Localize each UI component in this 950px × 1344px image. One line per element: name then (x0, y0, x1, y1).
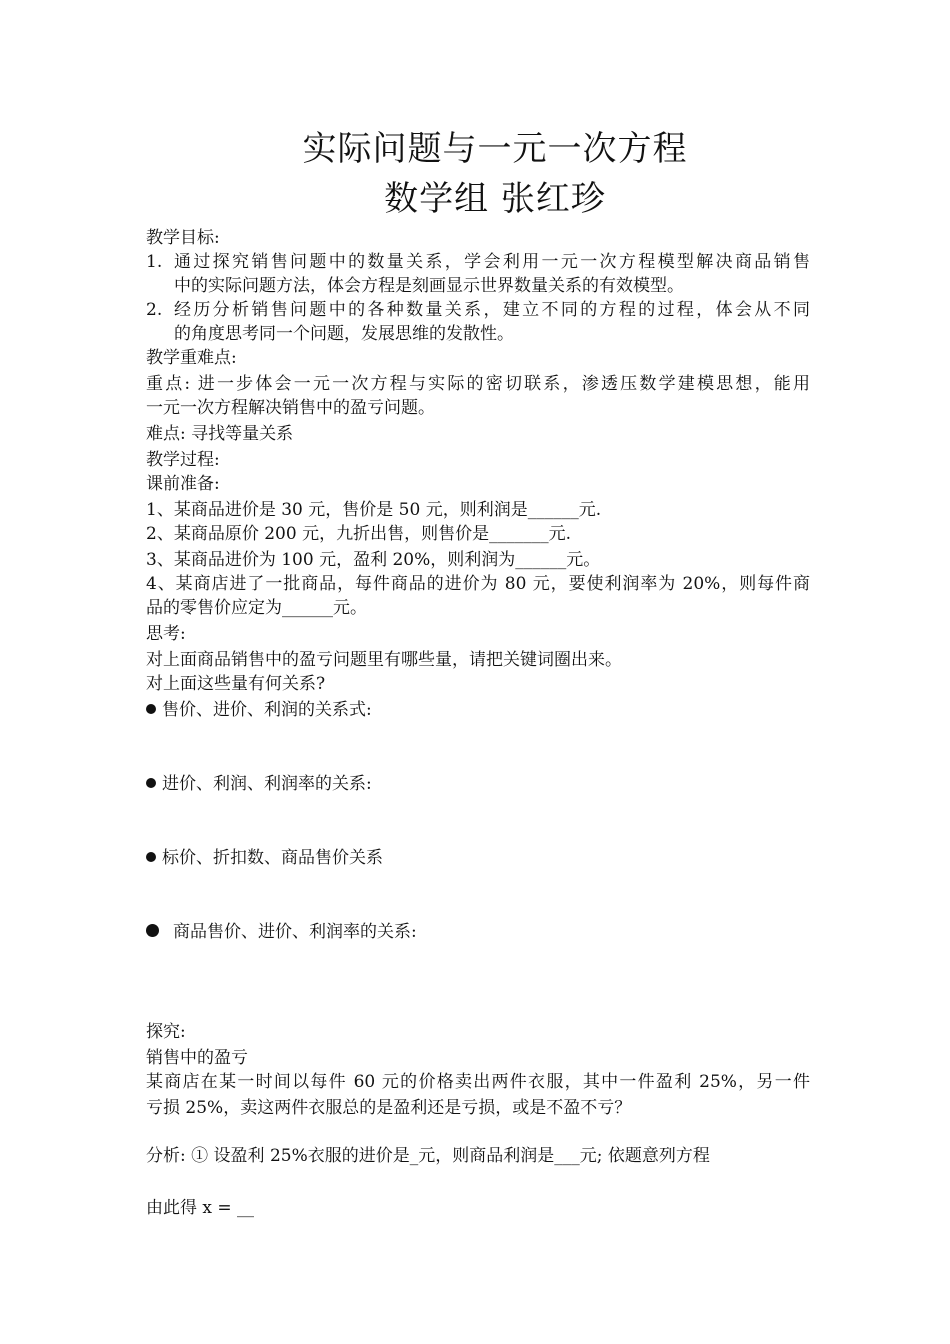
objective-1-line-1: 通过探究销售问题中的数量关系，学会利用一元一次方程模型解决商品销售 (174, 252, 810, 272)
think-line-1: 对上面商品销售中的盈亏问题里有哪些量，请把关键词圈出来。 (146, 650, 622, 670)
prep-question-3: 3、某商品进价为 100 元，盈利 20%，则利润为______元。 (146, 550, 601, 570)
analysis-line: 分析: ① 设盈利 25%衣服的进价是_元，则商品利润是___元; 依题意列方程 (146, 1146, 710, 1166)
objective-1-line-2: 中的实际问题方法，体会方程是刻画显示世界数量关系的有效模型。 (174, 276, 684, 296)
relation-item (146, 846, 810, 870)
relation-label: 进价、利润、利润率的关系: (162, 774, 372, 794)
bullet-icon (146, 852, 156, 862)
relation-label: 售价、进价、利润的关系式: (162, 700, 372, 720)
objective-2-line-2: 的角度思考同一个问题，发展思维的发散性。 (174, 324, 514, 344)
relation-label: 商品售价、进价、利润率的关系: (173, 922, 417, 942)
explore-heading: 探究: (146, 1022, 186, 1042)
focus-line-1: 重点: 进一步体会一元一次方程与实际的密切联系，渗透压数学建模思想，能用 (146, 374, 810, 394)
document-title: 实际问题与一元一次方程 (302, 129, 688, 169)
relation-item (146, 920, 810, 944)
bullet-icon (146, 924, 159, 937)
objectives-heading: 教学目标: (146, 228, 220, 248)
process-heading: 教学过程: (146, 450, 220, 470)
explore-subheading: 销售中的盈亏 (146, 1048, 248, 1068)
objective-2-number: 2. (146, 300, 163, 320)
prep-question-4-line-2: 品的零售价应定为______元。 (146, 598, 367, 618)
prep-question-4-line-1: 4、某商店进了一批商品，每件商品的进价为 80 元，要使利润率为 20%，则每件商 (146, 574, 810, 594)
think-heading: 思考: (146, 624, 186, 644)
key-points-heading: 教学重难点: (146, 348, 237, 368)
prep-heading: 课前准备: (146, 474, 220, 494)
relation-item (146, 698, 810, 722)
result-line: 由此得 x = __ (146, 1198, 255, 1218)
relation-item (146, 772, 810, 796)
focus-line-2: 一元一次方程解决销售中的盈亏问题。 (146, 398, 435, 418)
objective-1-number: 1. (146, 252, 163, 272)
prep-question-1: 1、某商品进价是 30 元，售价是 50 元，则利润是______元. (146, 500, 602, 520)
bullet-icon (146, 704, 156, 714)
explore-problem-line-1: 某商店在某一时间以每件 60 元的价格卖出两件衣服，其中一件盈利 25%，另一件 (146, 1072, 810, 1092)
bullet-icon (146, 778, 156, 788)
think-line-2: 对上面这些量有何关系? (146, 674, 326, 694)
prep-question-2: 2、某商品原价 200 元，九折出售，则售价是_______元. (146, 524, 571, 544)
objective-2-line-1: 经历分析销售问题中的各种数量关系，建立不同的方程的过程，体会从不同 (174, 300, 810, 320)
difficulty-line: 难点: 寻找等量关系 (146, 424, 294, 444)
document-subtitle: 数学组 张红珍 (384, 179, 606, 219)
explore-problem-line-2: 亏损 25%，卖这两件衣服总的是盈利还是亏损，或是不盈不亏？ (146, 1098, 632, 1118)
relation-label: 标价、折扣数、商品售价关系 (162, 848, 383, 868)
